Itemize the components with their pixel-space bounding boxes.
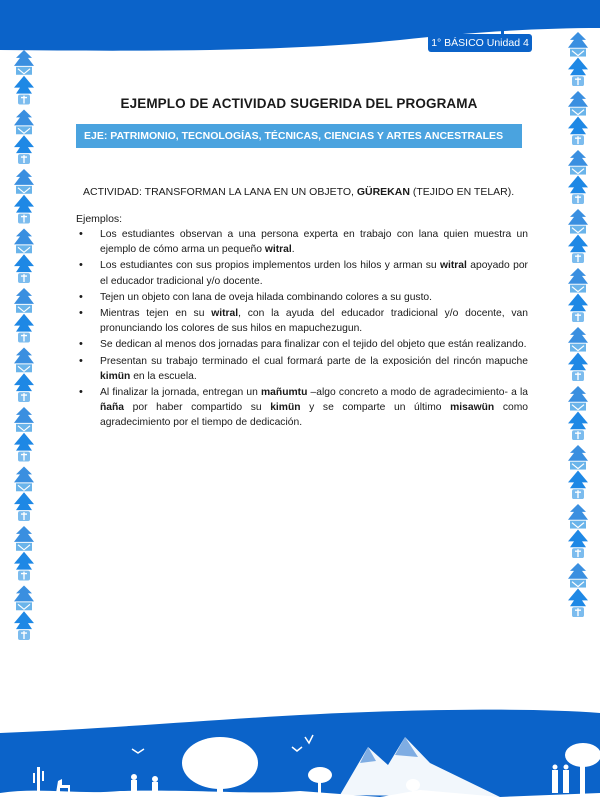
grade-badge: 1° BÁSICO Unidad 4: [428, 34, 532, 52]
bullet-icon: •: [79, 338, 83, 351]
list-item: • Al finalizar la jornada, entregan un mañumtu –algo concreto a modo de agradecimiento- a la ñaña por haber compartido su kimün y se comparte un último misawün como agradecimiento por el tiempo de dedicación.: [79, 386, 529, 429]
left-textile-border: [10, 48, 38, 643]
list-item: • Presentan su trabajo terminado el cual formará parte de la exposición del rincón mapuche kimün en la escuela.: [79, 354, 528, 382]
bullet-icon: •: [79, 228, 83, 240]
list-item: • Se dedican al menos dos jornadas para finalizar con el tejido del objeto que están realizando.: [76, 337, 528, 352]
bullet-icon: •: [79, 290, 83, 303]
list-item: • Tejen un objeto con lana de oveja hilada combinando colores a su gusto.: [76, 290, 528, 305]
activity-heading: ACTIVIDAD: TRANSFORMAN LA LANA EN UN OBJETO, GÜREKAN (TEJIDO EN TELAR).: [83, 186, 515, 198]
bottom-landscape-scene: [0, 705, 600, 800]
list-item: • Los estudiantes observan a una persona experta en trabajo con lana quien muestra un ejemplo de cómo arma un pequeño witral.: [79, 228, 528, 256]
right-textile-border: [564, 30, 592, 620]
list-item: • Mientras tejen en su witral, con la ayuda del educador tradicional y/o docente, van pronunciando los colores de sus hilos en mapuchezugun.: [79, 307, 529, 335]
bullet-icon: •: [79, 307, 83, 320]
bullet-icon: •: [79, 259, 83, 272]
document-title: EJEMPLO DE ACTIVIDAD SUGERIDA DEL PROGRAMA: [120, 96, 478, 111]
bullet-icon: •: [79, 354, 83, 367]
bullet-icon: •: [79, 386, 83, 399]
examples-list: [76, 227, 528, 432]
examples-label: Ejemplos:: [76, 213, 123, 225]
list-item: • Los estudiantes con sus propios implementos urden los hilos y arman su witral apoyado por el educador tradicional y/o docente.: [79, 259, 528, 287]
eje-banner: EJE: PATRIMONIO, TECNOLOGÍAS, TÉCNICAS, CIENCIAS Y ARTES ANCESTRALES: [76, 124, 522, 148]
